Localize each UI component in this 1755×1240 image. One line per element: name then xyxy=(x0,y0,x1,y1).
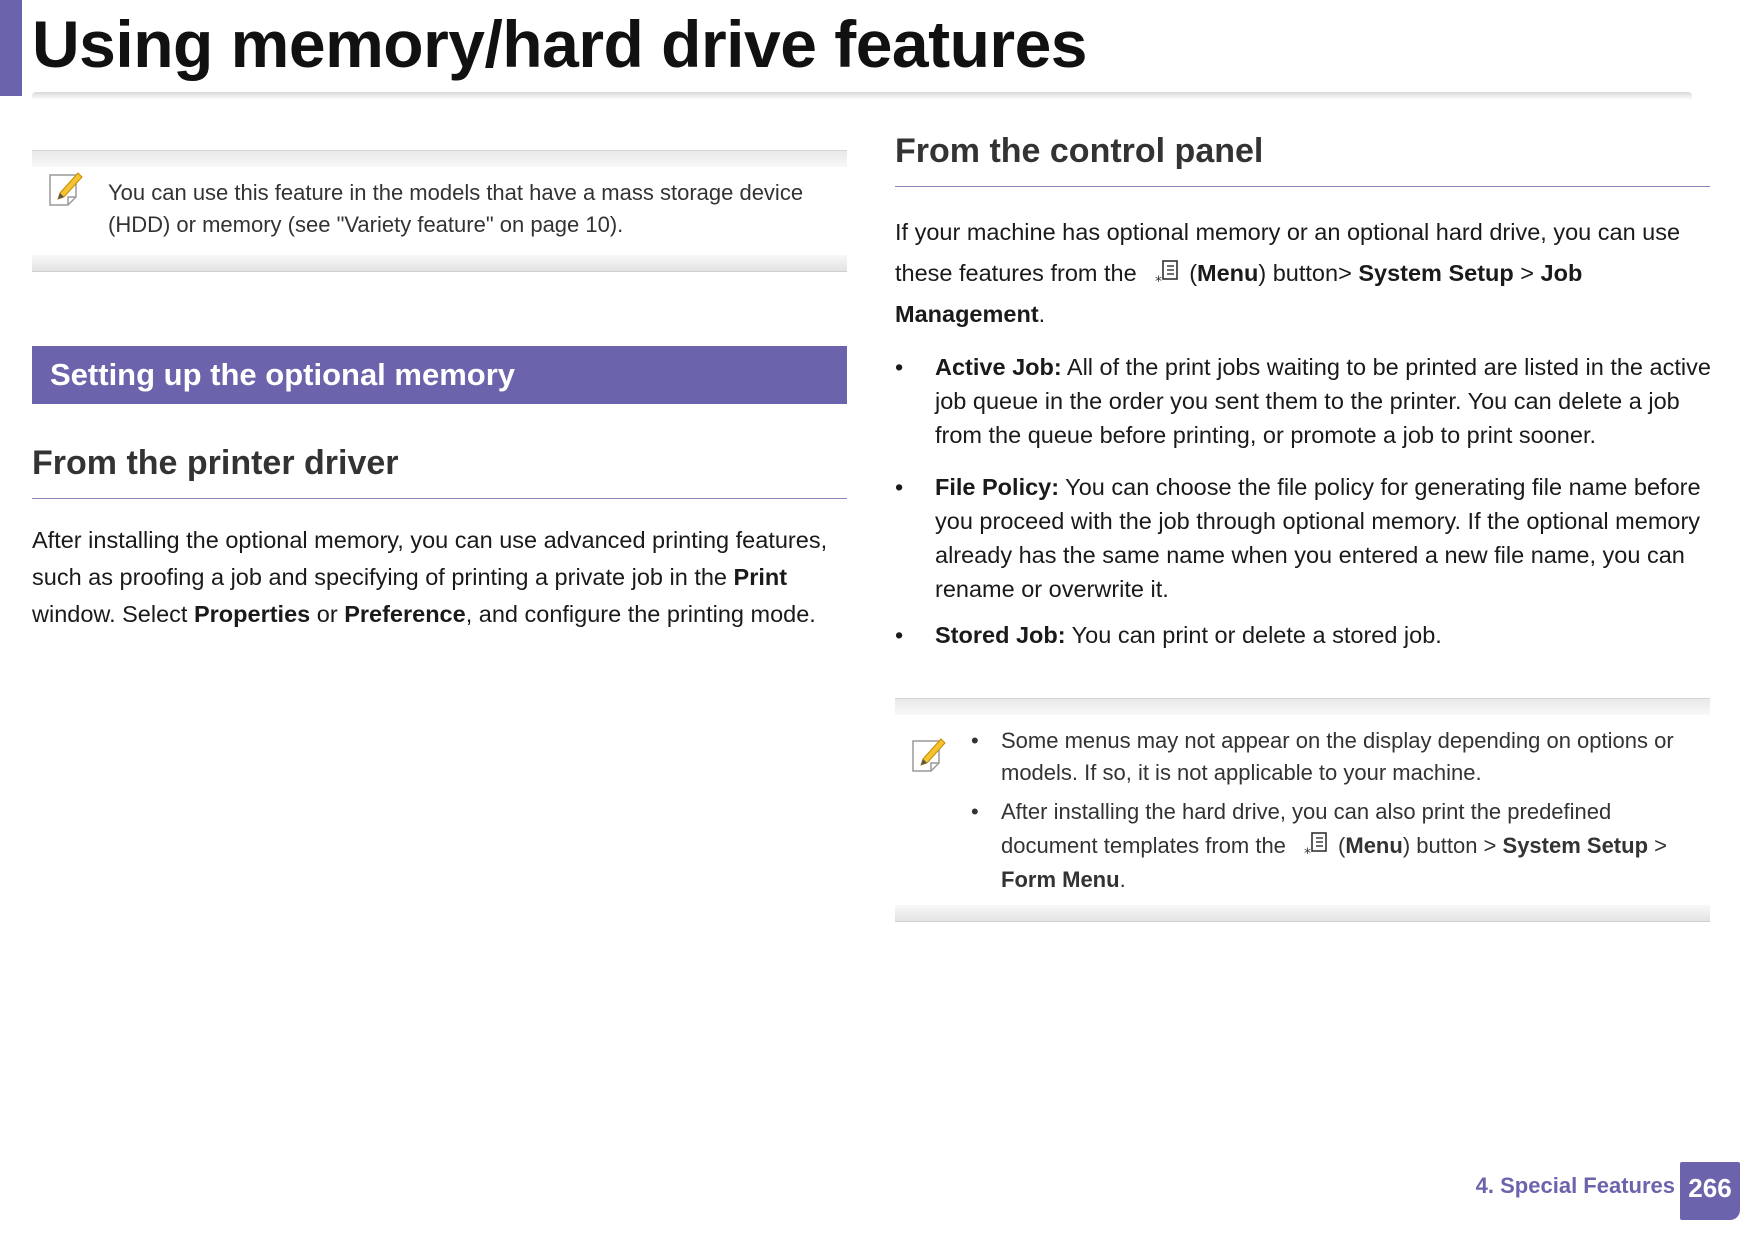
driver-text-1: After installing the optional memory, you can use advanced printing features, such as proofing a job and specifying of printing a private job in the xyxy=(32,527,828,590)
bullet-file-policy xyxy=(895,470,1715,606)
section-banner: Setting up the optional memory xyxy=(32,346,847,404)
note-2-text-b: ) button > xyxy=(1402,833,1503,858)
control-intro-b: button> xyxy=(1266,260,1359,286)
print-word: Print xyxy=(733,564,788,590)
active-job-text: All of the print jobs waiting to be printed are listed in the active job queue in the order you sent them to the printer. You can delete a job from the queue before printing, or promote a job to print sooner. xyxy=(935,354,1711,448)
note-2-menu-label: Menu xyxy=(1345,833,1403,858)
bullet-stored-job xyxy=(895,618,1715,652)
control-panel-intro: If your machine has optional memory or an optional hard drive, you can use these features from the * (Menu) button> System Setup > Job Management. xyxy=(895,219,1681,327)
control-intro-a: If your machine has optional memory or an optional hard drive, you can use these features from the xyxy=(895,219,1681,286)
properties-word: Properties xyxy=(193,601,311,627)
note-bottom-bar xyxy=(32,255,847,272)
control-bullet-list xyxy=(895,350,1715,652)
svg-text:*: * xyxy=(1155,274,1163,287)
note-2-bullets xyxy=(971,725,1701,903)
note-2-system-setup: System Setup xyxy=(1502,833,1649,858)
bullet-dot: • xyxy=(895,622,904,648)
bullet-dot: • xyxy=(895,474,904,500)
preference-word: Preference xyxy=(344,601,466,627)
note-pencil-icon xyxy=(909,735,949,777)
note-2-bullet-1-text: Some menus may not appear on the display depending on options or models. If so, it is not applicable to your machine. xyxy=(1001,728,1674,785)
footer-section-label: 4. Special Features xyxy=(1475,1173,1675,1198)
note-bottom-bar xyxy=(895,905,1710,922)
note-top-bar xyxy=(32,150,847,167)
or-word: or xyxy=(310,601,345,627)
note-2-text-d: . xyxy=(1119,867,1126,892)
file-policy-label: File Policy: xyxy=(935,474,1060,500)
control-panel-rule xyxy=(895,186,1710,187)
left-accent-bar xyxy=(0,0,22,96)
svg-text:*: * xyxy=(1304,846,1312,859)
bullet-dot: • xyxy=(971,799,979,824)
title-rule xyxy=(32,92,1692,100)
note-top-bar xyxy=(895,698,1710,715)
menu-icon xyxy=(1153,259,1183,287)
page-number-badge: 266 xyxy=(1680,1162,1740,1220)
printer-driver-heading: From the printer driver xyxy=(32,444,399,482)
bullet-dot: • xyxy=(971,728,979,753)
file-policy-text: You can choose the file policy for generating file name before you proceed with the job through optional memory. If the optional memory already has the same name when you entered a new file name, you can rename or overwrite it. xyxy=(935,474,1701,602)
page-title: Using memory/hard drive features xyxy=(32,7,1088,81)
job-management-label: Job Management xyxy=(895,260,1583,327)
system-setup-label: System Setup xyxy=(1358,260,1514,286)
printer-driver-rule xyxy=(32,498,847,499)
driver-text-2: window. Select xyxy=(32,601,194,627)
note-2-bullet-2: • After installing the hard drive, you can also print the predefined document templates from the * (Menu) button > System Setup > Form Menu. xyxy=(971,795,1701,897)
driver-text-3: , and configure the printing mode. xyxy=(465,601,816,627)
menu-icon xyxy=(1302,831,1332,859)
note-box-1 xyxy=(32,150,847,272)
stored-job-text: You can print or delete a stored job. xyxy=(1065,622,1442,648)
note-pencil-icon xyxy=(46,169,86,211)
note-2-text-c: > xyxy=(1648,833,1667,858)
note-2-text-a: After installing the hard drive, you can also print the predefined document templates from the xyxy=(1001,799,1612,858)
gt-separator: > xyxy=(1513,260,1541,286)
note-1-text: You can use this feature in the models that have a mass storage device (HDD) or memory (see "Variety feature" on page 10). xyxy=(108,180,804,237)
note-box-2 xyxy=(895,698,1710,922)
intro-period: . xyxy=(1038,301,1046,327)
note-2-form-menu: Form Menu xyxy=(1001,867,1120,892)
note-2-bullet-1 xyxy=(971,725,1701,789)
stored-job-label: Stored Job: xyxy=(935,622,1066,648)
bullet-dot: • xyxy=(895,354,904,380)
printer-driver-paragraph xyxy=(32,522,847,633)
active-job-label: Active Job: xyxy=(935,354,1062,380)
control-panel-heading: From the control panel xyxy=(895,132,1264,170)
menu-label: Menu xyxy=(1197,260,1259,286)
bullet-active-job xyxy=(895,350,1715,452)
